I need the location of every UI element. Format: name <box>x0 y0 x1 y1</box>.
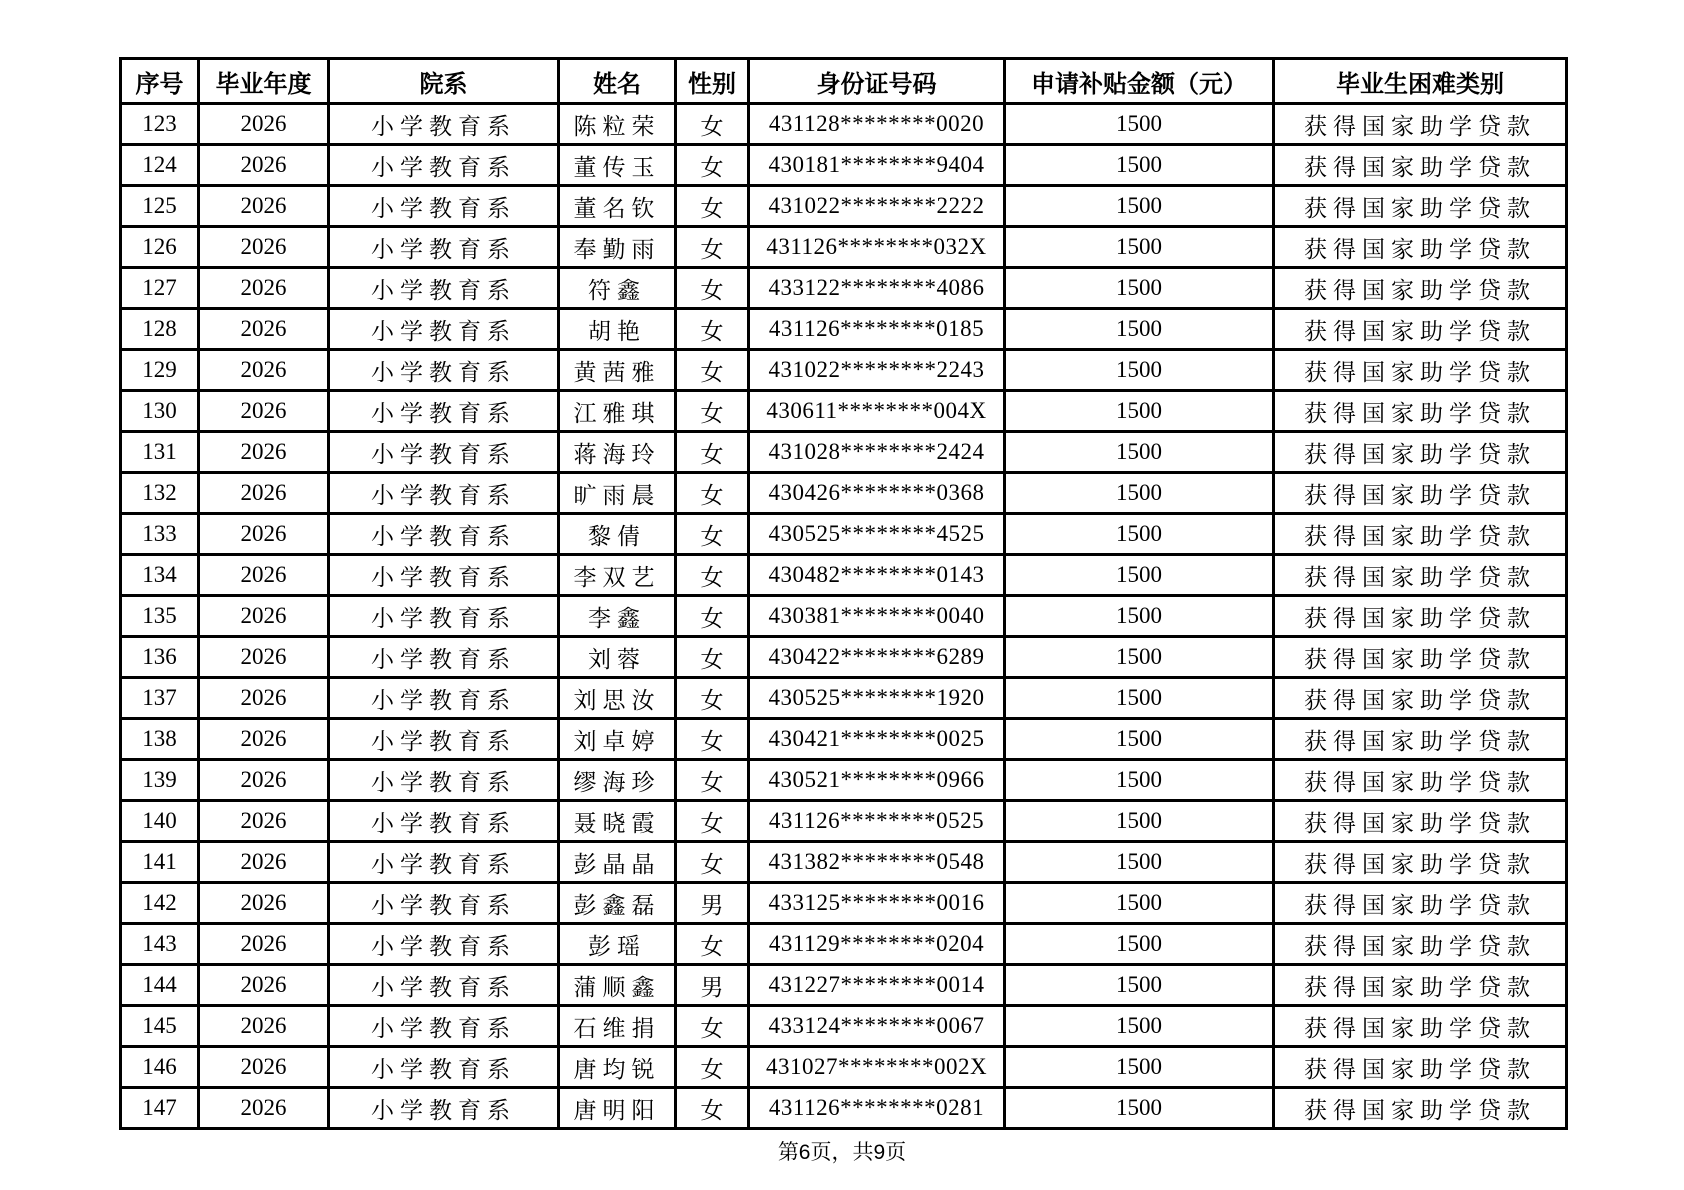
cell-id-number: 431022********2243 <box>749 350 1005 391</box>
cell-year: 2026 <box>199 391 329 432</box>
cell-id-number: 430525********1920 <box>749 678 1005 719</box>
cell-category: 获得国家助学贷款 <box>1274 719 1567 760</box>
cell-category: 获得国家助学贷款 <box>1274 801 1567 842</box>
cell-index: 134 <box>121 555 199 596</box>
cell-year: 2026 <box>199 555 329 596</box>
cell-amount: 1500 <box>1005 1047 1274 1088</box>
cell-department: 小学教育系 <box>329 842 559 883</box>
cell-index: 139 <box>121 760 199 801</box>
table-row <box>121 514 1567 555</box>
cell-amount: 1500 <box>1005 473 1274 514</box>
cell-id-number: 433122********4086 <box>749 268 1005 309</box>
cell-department: 小学教育系 <box>329 432 559 473</box>
table-row <box>121 1088 1567 1129</box>
cell-gender: 女 <box>676 268 749 309</box>
cell-category: 获得国家助学贷款 <box>1274 883 1567 924</box>
cell-id-number: 431126********0185 <box>749 309 1005 350</box>
cell-gender: 女 <box>676 309 749 350</box>
cell-year: 2026 <box>199 883 329 924</box>
column-header-gender: 性别 <box>676 59 749 104</box>
table-row <box>121 432 1567 473</box>
cell-name: 陈粒荣 <box>559 104 676 145</box>
cell-name: 蒋海玲 <box>559 432 676 473</box>
table-row <box>121 719 1567 760</box>
cell-year: 2026 <box>199 473 329 514</box>
cell-index: 145 <box>121 1006 199 1047</box>
cell-name: 奉勤雨 <box>559 227 676 268</box>
cell-year: 2026 <box>199 965 329 1006</box>
table-row <box>121 145 1567 186</box>
cell-name: 符鑫 <box>559 268 676 309</box>
cell-amount: 1500 <box>1005 1088 1274 1129</box>
cell-id-number: 431022********2222 <box>749 186 1005 227</box>
cell-amount: 1500 <box>1005 637 1274 678</box>
cell-id-number: 430422********6289 <box>749 637 1005 678</box>
cell-department: 小学教育系 <box>329 227 559 268</box>
cell-name: 蒲顺鑫 <box>559 965 676 1006</box>
table-row <box>121 391 1567 432</box>
cell-index: 133 <box>121 514 199 555</box>
table-row <box>121 268 1567 309</box>
cell-name: 江雅琪 <box>559 391 676 432</box>
cell-category: 获得国家助学贷款 <box>1274 760 1567 801</box>
table-row <box>121 309 1567 350</box>
cell-index: 128 <box>121 309 199 350</box>
cell-gender: 女 <box>676 391 749 432</box>
cell-amount: 1500 <box>1005 555 1274 596</box>
column-header-index: 序号 <box>121 59 199 104</box>
cell-gender: 女 <box>676 924 749 965</box>
cell-index: 144 <box>121 965 199 1006</box>
table-row <box>121 1006 1567 1047</box>
cell-year: 2026 <box>199 760 329 801</box>
cell-department: 小学教育系 <box>329 965 559 1006</box>
cell-id-number: 431027********002X <box>749 1047 1005 1088</box>
cell-id-number: 431126********032X <box>749 227 1005 268</box>
cell-name: 胡艳 <box>559 309 676 350</box>
cell-index: 147 <box>121 1088 199 1129</box>
cell-name: 石维捐 <box>559 1006 676 1047</box>
cell-department: 小学教育系 <box>329 760 559 801</box>
cell-name: 董名钦 <box>559 186 676 227</box>
table-row <box>121 350 1567 391</box>
cell-department: 小学教育系 <box>329 514 559 555</box>
cell-name: 董传玉 <box>559 145 676 186</box>
cell-gender: 女 <box>676 637 749 678</box>
table-row <box>121 924 1567 965</box>
cell-category: 获得国家助学贷款 <box>1274 432 1567 473</box>
cell-index: 123 <box>121 104 199 145</box>
table-row <box>121 678 1567 719</box>
cell-amount: 1500 <box>1005 801 1274 842</box>
cell-id-number: 430525********4525 <box>749 514 1005 555</box>
cell-index: 135 <box>121 596 199 637</box>
cell-id-number: 430611********004X <box>749 391 1005 432</box>
cell-department: 小学教育系 <box>329 678 559 719</box>
cell-year: 2026 <box>199 637 329 678</box>
cell-year: 2026 <box>199 186 329 227</box>
cell-department: 小学教育系 <box>329 473 559 514</box>
cell-gender: 女 <box>676 432 749 473</box>
cell-year: 2026 <box>199 924 329 965</box>
cell-gender: 女 <box>676 514 749 555</box>
table-row <box>121 104 1567 145</box>
cell-amount: 1500 <box>1005 842 1274 883</box>
table-row <box>121 883 1567 924</box>
cell-index: 140 <box>121 801 199 842</box>
column-header-name: 姓名 <box>559 59 676 104</box>
cell-id-number: 431028********2424 <box>749 432 1005 473</box>
cell-id-number: 433125********0016 <box>749 883 1005 924</box>
cell-department: 小学教育系 <box>329 1006 559 1047</box>
cell-gender: 女 <box>676 555 749 596</box>
cell-id-number: 430421********0025 <box>749 719 1005 760</box>
cell-amount: 1500 <box>1005 924 1274 965</box>
cell-index: 137 <box>121 678 199 719</box>
cell-category: 获得国家助学贷款 <box>1274 104 1567 145</box>
cell-gender: 女 <box>676 473 749 514</box>
cell-amount: 1500 <box>1005 309 1274 350</box>
cell-category: 获得国家助学贷款 <box>1274 473 1567 514</box>
cell-year: 2026 <box>199 514 329 555</box>
cell-department: 小学教育系 <box>329 145 559 186</box>
cell-name: 刘卓婷 <box>559 719 676 760</box>
cell-year: 2026 <box>199 145 329 186</box>
cell-amount: 1500 <box>1005 965 1274 1006</box>
cell-category: 获得国家助学贷款 <box>1274 842 1567 883</box>
cell-department: 小学教育系 <box>329 555 559 596</box>
cell-category: 获得国家助学贷款 <box>1274 227 1567 268</box>
cell-category: 获得国家助学贷款 <box>1274 186 1567 227</box>
cell-year: 2026 <box>199 596 329 637</box>
cell-gender: 女 <box>676 1088 749 1129</box>
column-header-year: 毕业年度 <box>199 59 329 104</box>
table-row <box>121 801 1567 842</box>
cell-amount: 1500 <box>1005 227 1274 268</box>
cell-category: 获得国家助学贷款 <box>1274 1047 1567 1088</box>
cell-index: 127 <box>121 268 199 309</box>
cell-year: 2026 <box>199 309 329 350</box>
cell-amount: 1500 <box>1005 760 1274 801</box>
cell-gender: 女 <box>676 842 749 883</box>
cell-index: 130 <box>121 391 199 432</box>
cell-name: 刘蓉 <box>559 637 676 678</box>
cell-amount: 1500 <box>1005 104 1274 145</box>
cell-name: 唐明阳 <box>559 1088 676 1129</box>
cell-id-number: 431128********0020 <box>749 104 1005 145</box>
cell-amount: 1500 <box>1005 596 1274 637</box>
table-header-row <box>121 59 1567 104</box>
cell-index: 143 <box>121 924 199 965</box>
cell-name: 李双艺 <box>559 555 676 596</box>
cell-amount: 1500 <box>1005 268 1274 309</box>
cell-name: 彭晶晶 <box>559 842 676 883</box>
column-header-amount: 申请补贴金额（元） <box>1005 59 1274 104</box>
cell-name: 黄茜雅 <box>559 350 676 391</box>
table-row <box>121 227 1567 268</box>
cell-id-number: 431126********0525 <box>749 801 1005 842</box>
table-row <box>121 596 1567 637</box>
cell-index: 141 <box>121 842 199 883</box>
table-row <box>121 965 1567 1006</box>
cell-index: 146 <box>121 1047 199 1088</box>
cell-year: 2026 <box>199 268 329 309</box>
cell-amount: 1500 <box>1005 1006 1274 1047</box>
cell-department: 小学教育系 <box>329 268 559 309</box>
cell-department: 小学教育系 <box>329 104 559 145</box>
cell-id-number: 431126********0281 <box>749 1088 1005 1129</box>
cell-gender: 女 <box>676 1006 749 1047</box>
cell-department: 小学教育系 <box>329 883 559 924</box>
cell-category: 获得国家助学贷款 <box>1274 965 1567 1006</box>
cell-department: 小学教育系 <box>329 309 559 350</box>
cell-amount: 1500 <box>1005 391 1274 432</box>
cell-index: 126 <box>121 227 199 268</box>
cell-gender: 女 <box>676 719 749 760</box>
cell-department: 小学教育系 <box>329 801 559 842</box>
table-row <box>121 637 1567 678</box>
cell-department: 小学教育系 <box>329 1047 559 1088</box>
cell-name: 黎倩 <box>559 514 676 555</box>
cell-gender: 男 <box>676 965 749 1006</box>
cell-year: 2026 <box>199 227 329 268</box>
cell-id-number: 430426********0368 <box>749 473 1005 514</box>
cell-gender: 女 <box>676 104 749 145</box>
cell-year: 2026 <box>199 432 329 473</box>
cell-category: 获得国家助学贷款 <box>1274 145 1567 186</box>
cell-department: 小学教育系 <box>329 186 559 227</box>
table-row <box>121 186 1567 227</box>
cell-year: 2026 <box>199 1088 329 1129</box>
cell-gender: 女 <box>676 678 749 719</box>
cell-name: 聂晓霞 <box>559 801 676 842</box>
cell-gender: 女 <box>676 801 749 842</box>
cell-name: 李鑫 <box>559 596 676 637</box>
cell-category: 获得国家助学贷款 <box>1274 514 1567 555</box>
cell-category: 获得国家助学贷款 <box>1274 1088 1567 1129</box>
cell-index: 129 <box>121 350 199 391</box>
cell-gender: 男 <box>676 883 749 924</box>
cell-year: 2026 <box>199 1047 329 1088</box>
cell-amount: 1500 <box>1005 186 1274 227</box>
cell-department: 小学教育系 <box>329 596 559 637</box>
cell-name: 缪海珍 <box>559 760 676 801</box>
cell-id-number: 430181********9404 <box>749 145 1005 186</box>
column-header-category: 毕业生困难类别 <box>1274 59 1567 104</box>
cell-category: 获得国家助学贷款 <box>1274 596 1567 637</box>
cell-amount: 1500 <box>1005 145 1274 186</box>
cell-department: 小学教育系 <box>329 350 559 391</box>
cell-id-number: 431382********0548 <box>749 842 1005 883</box>
cell-id-number: 430521********0966 <box>749 760 1005 801</box>
cell-gender: 女 <box>676 760 749 801</box>
cell-index: 132 <box>121 473 199 514</box>
cell-department: 小学教育系 <box>329 719 559 760</box>
cell-index: 124 <box>121 145 199 186</box>
cell-category: 获得国家助学贷款 <box>1274 924 1567 965</box>
cell-category: 获得国家助学贷款 <box>1274 555 1567 596</box>
cell-category: 获得国家助学贷款 <box>1274 637 1567 678</box>
cell-gender: 女 <box>676 350 749 391</box>
cell-amount: 1500 <box>1005 678 1274 719</box>
page-number: 第6页，共9页 <box>777 1141 907 1164</box>
graduate-subsidy-table <box>119 57 1568 1130</box>
cell-year: 2026 <box>199 350 329 391</box>
cell-gender: 女 <box>676 1047 749 1088</box>
cell-category: 获得国家助学贷款 <box>1274 268 1567 309</box>
cell-name: 旷雨晨 <box>559 473 676 514</box>
cell-id-number: 433124********0067 <box>749 1006 1005 1047</box>
cell-year: 2026 <box>199 719 329 760</box>
cell-year: 2026 <box>199 678 329 719</box>
cell-index: 125 <box>121 186 199 227</box>
cell-department: 小学教育系 <box>329 924 559 965</box>
cell-category: 获得国家助学贷款 <box>1274 1006 1567 1047</box>
cell-gender: 女 <box>676 227 749 268</box>
cell-name: 彭瑶 <box>559 924 676 965</box>
cell-gender: 女 <box>676 596 749 637</box>
cell-index: 142 <box>121 883 199 924</box>
column-header-id-number: 身份证号码 <box>749 59 1005 104</box>
cell-department: 小学教育系 <box>329 391 559 432</box>
cell-department: 小学教育系 <box>329 1088 559 1129</box>
cell-name: 彭鑫磊 <box>559 883 676 924</box>
cell-id-number: 431129********0204 <box>749 924 1005 965</box>
cell-category: 获得国家助学贷款 <box>1274 391 1567 432</box>
cell-category: 获得国家助学贷款 <box>1274 678 1567 719</box>
cell-year: 2026 <box>199 104 329 145</box>
table-row <box>121 842 1567 883</box>
cell-year: 2026 <box>199 1006 329 1047</box>
cell-index: 136 <box>121 637 199 678</box>
cell-amount: 1500 <box>1005 350 1274 391</box>
cell-amount: 1500 <box>1005 719 1274 760</box>
cell-year: 2026 <box>199 801 329 842</box>
cell-name: 唐均锐 <box>559 1047 676 1088</box>
cell-amount: 1500 <box>1005 883 1274 924</box>
cell-gender: 女 <box>676 186 749 227</box>
cell-category: 获得国家助学贷款 <box>1274 309 1567 350</box>
cell-index: 131 <box>121 432 199 473</box>
cell-gender: 女 <box>676 145 749 186</box>
cell-id-number: 431227********0014 <box>749 965 1005 1006</box>
table-row <box>121 473 1567 514</box>
column-header-department: 院系 <box>329 59 559 104</box>
cell-amount: 1500 <box>1005 432 1274 473</box>
cell-amount: 1500 <box>1005 514 1274 555</box>
cell-name: 刘思汝 <box>559 678 676 719</box>
table-row <box>121 1047 1567 1088</box>
cell-category: 获得国家助学贷款 <box>1274 350 1567 391</box>
cell-id-number: 430381********0040 <box>749 596 1005 637</box>
cell-year: 2026 <box>199 842 329 883</box>
table-row <box>121 555 1567 596</box>
cell-id-number: 430482********0143 <box>749 555 1005 596</box>
table-row <box>121 760 1567 801</box>
cell-department: 小学教育系 <box>329 637 559 678</box>
cell-index: 138 <box>121 719 199 760</box>
